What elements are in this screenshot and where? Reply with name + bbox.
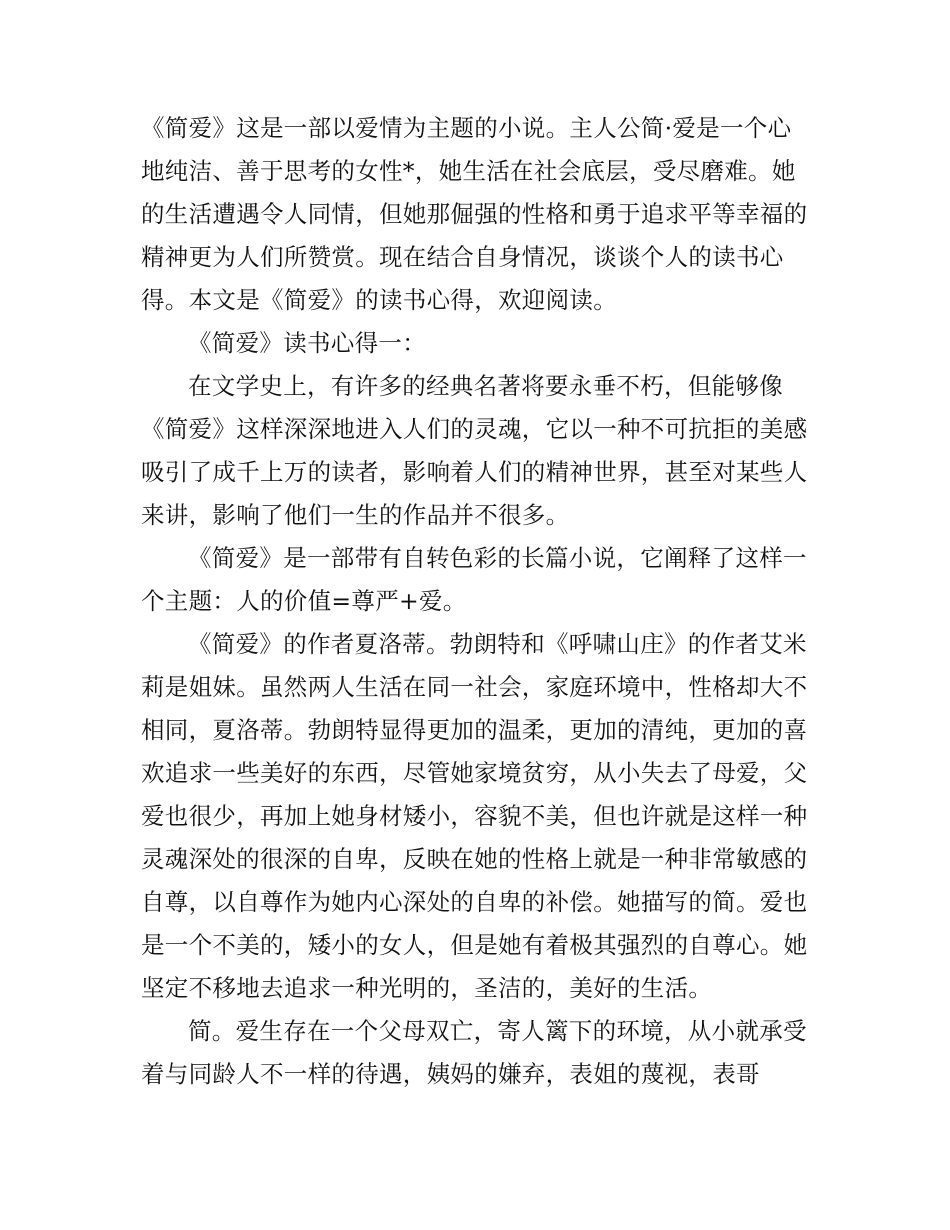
intro-paragraph: 《简爱》这是一部以爱情为主题的小说。主人公简·爱是一个心地纯洁、善于思考的女性*，她生活在社会底层，受尽磨难。她的生活遭遇令人同情，但她那倔强的性格和勇于追求平等幸福的精神更为人们所赞赏。现在结合自身情况，谈谈个人的读书心得。本文是《简爱》的读书心得，欢迎阅读。 (141, 114, 808, 314)
body-paragraph-2: 《简爱》是一部带有自转色彩的长篇小说，它阐释了这样一个主题：人的价值=尊严+爱。 (141, 544, 807, 615)
body-paragraph-1: 在文学史上，有许多的经典名著将要永垂不朽，但能够像《简爱》这样深深地进入人们的灵魂，它以一种不可抗拒的美感吸引了成千上万的读者，影响着人们的精神世界，甚至对某些人来讲，影响了他们一生的作品并不很多。 (141, 372, 808, 529)
body-paragraph-3: 《简爱》的作者夏洛蒂。勃朗特和《呼啸山庄》的作者艾米莉是姐妹。虽然两人生活在同一社会，家庭环境中，性格却大不相同，夏洛蒂。勃朗特显得更加的温柔，更加的清纯，更加的喜欢追求一些美好的东西，尽管她家境贫穷，从小失去了母爱，父爱也很少，再加上她身材矮小，容貌不美，但也许就是这样一种灵魂深处的很深的自卑，反映在她的性格上就是一种非常敏感的自尊，以自尊作为她内心深处的自卑的补偿。她描写的简。爱也是一个不美的，矮小的女人，但是她有着极其强烈的自尊心。她坚定不移地去追求一种光明的，圣洁的，美好的生活。 (141, 630, 808, 1002)
body-paragraph-4: 简。爱生存在一个父母双亡，寄人篱下的环境，从小就承受着与同龄人不一样的待遇，姨妈的嫌弃，表姐的蔑视，表哥 (141, 1017, 807, 1088)
section-heading: 《简爱》读书心得一： (188, 329, 426, 357)
document-page (141, 107, 811, 1096)
